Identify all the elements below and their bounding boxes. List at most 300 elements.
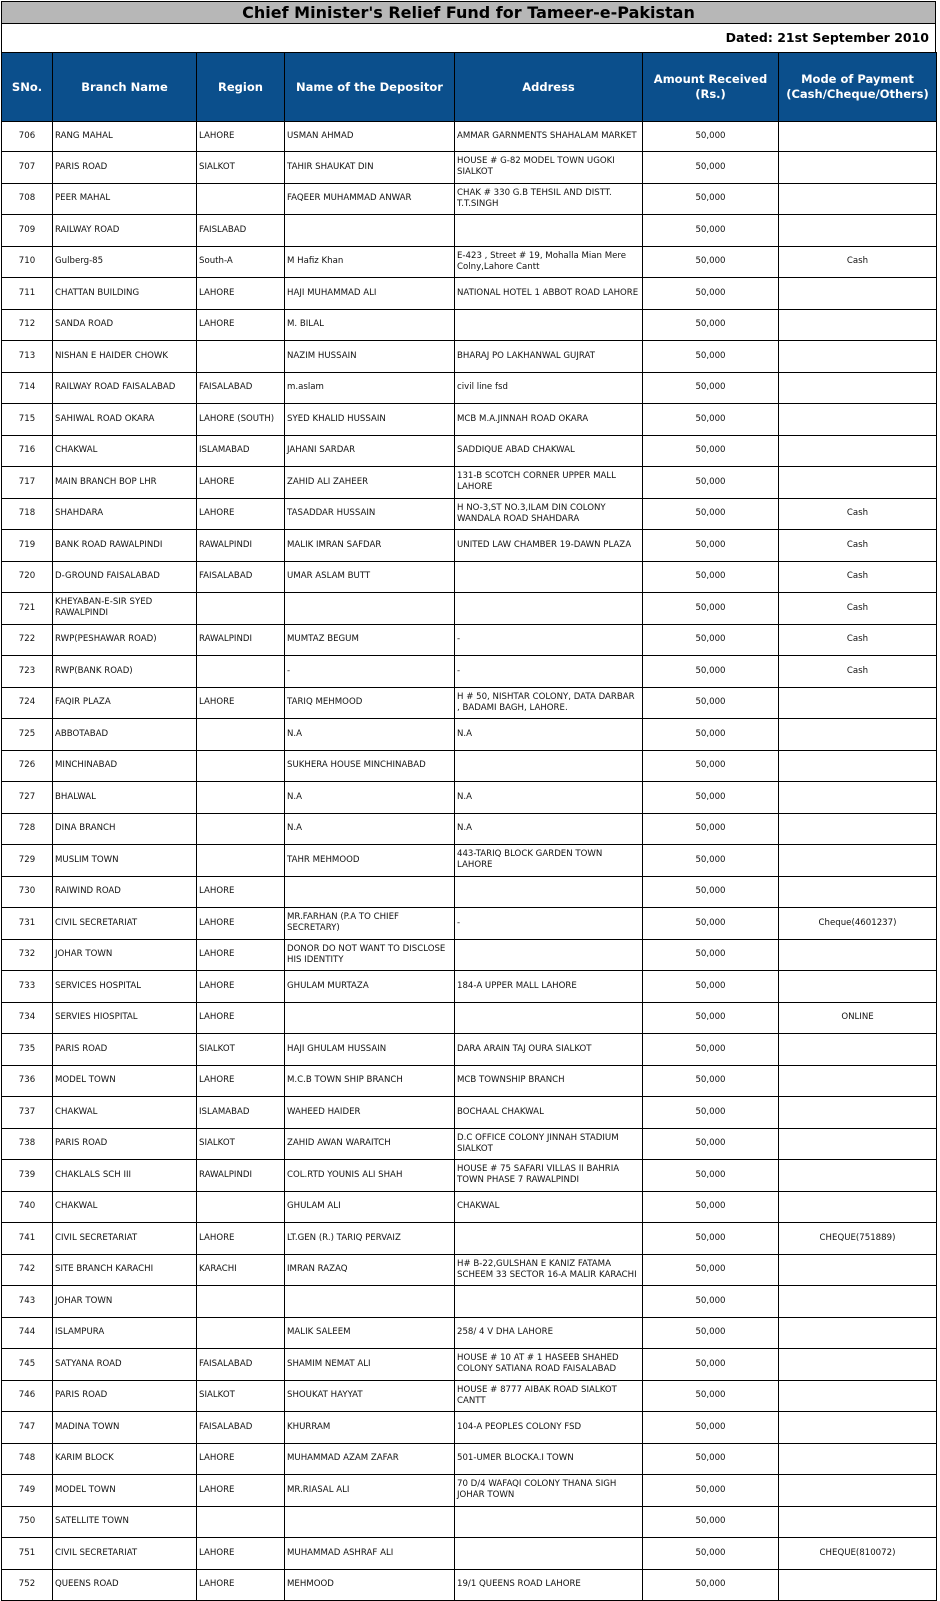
cell-address: DARA ARAIN TAJ OURA SIALKOT	[455, 1034, 643, 1066]
cell-region: LAHORE	[197, 1569, 285, 1601]
cell-depositor: HAJI GHULAM HUSSAIN	[285, 1034, 455, 1066]
col-header-region: Region	[197, 53, 285, 122]
cell-amount: 50,000	[643, 1223, 779, 1255]
cell-branch: PARIS ROAD	[53, 1034, 197, 1066]
cell-mode	[779, 939, 937, 971]
cell-mode	[779, 1097, 937, 1129]
cell-address: civil line fsd	[455, 372, 643, 404]
cell-sno: 707	[2, 152, 53, 184]
cell-branch: MUSLIM TOWN	[53, 845, 197, 877]
cell-region	[197, 1506, 285, 1538]
cell-mode	[779, 782, 937, 814]
cell-region: LAHORE	[197, 876, 285, 908]
cell-mode	[779, 183, 937, 215]
cell-depositor	[285, 593, 455, 625]
cell-mode	[779, 467, 937, 499]
cell-depositor	[285, 1286, 455, 1318]
cell-amount: 50,000	[643, 624, 779, 656]
cell-branch: BANK ROAD RAWALPINDI	[53, 530, 197, 562]
cell-depositor: N.A	[285, 813, 455, 845]
cell-address: 501-UMER BLOCKA.I TOWN	[455, 1443, 643, 1475]
table-row	[2, 1191, 937, 1223]
cell-branch: ABBOTABAD	[53, 719, 197, 751]
cell-amount: 50,000	[643, 1475, 779, 1507]
cell-address: 258/ 4 V DHA LAHORE	[455, 1317, 643, 1349]
document-title: Chief Minister's Relief Fund for Tameer-e-Pakistan	[1, 1, 936, 24]
cell-depositor: MALIK IMRAN SAFDAR	[285, 530, 455, 562]
cell-branch: SERVICES HOSPITAL	[53, 971, 197, 1003]
cell-mode	[779, 435, 937, 467]
cell-region: FAISLABAD	[197, 215, 285, 247]
cell-region: LAHORE	[197, 1223, 285, 1255]
cell-branch: MAIN BRANCH BOP LHR	[53, 467, 197, 499]
cell-sno: 749	[2, 1475, 53, 1507]
table-row	[2, 372, 937, 404]
cell-depositor: M. BILAL	[285, 309, 455, 341]
cell-region: LAHORE	[197, 1538, 285, 1570]
cell-sno: 746	[2, 1380, 53, 1412]
cell-region	[197, 1191, 285, 1223]
cell-sno: 725	[2, 719, 53, 751]
table-row	[2, 498, 937, 530]
cell-amount: 50,000	[643, 1412, 779, 1444]
cell-depositor: N.A	[285, 782, 455, 814]
table-row	[2, 1034, 937, 1066]
cell-address	[455, 1286, 643, 1318]
col-header-mode: Mode of Payment (Cash/Cheque/Others)	[779, 53, 937, 122]
cell-address: HOUSE # 8777 AIBAK ROAD SIALKOT CANTT	[455, 1380, 643, 1412]
cell-sno: 728	[2, 813, 53, 845]
cell-amount: 50,000	[643, 750, 779, 782]
cell-address	[455, 939, 643, 971]
cell-depositor: GHULAM ALI	[285, 1191, 455, 1223]
cell-depositor: M.C.B TOWN SHIP BRANCH	[285, 1065, 455, 1097]
cell-sno: 706	[2, 122, 53, 152]
table-row	[2, 1254, 937, 1286]
table-row	[2, 152, 937, 184]
cell-sno: 741	[2, 1223, 53, 1255]
cell-region: FAISALABAD	[197, 561, 285, 593]
cell-amount: 50,000	[643, 1538, 779, 1570]
cell-mode	[779, 750, 937, 782]
cell-region: LAHORE	[197, 122, 285, 152]
cell-depositor: N.A	[285, 719, 455, 751]
cell-sno: 734	[2, 1002, 53, 1034]
cell-branch: D-GROUND FAISALABAD	[53, 561, 197, 593]
cell-branch: SATYANA ROAD	[53, 1349, 197, 1381]
cell-mode	[779, 1380, 937, 1412]
cell-amount: 50,000	[643, 1380, 779, 1412]
cell-address: H # 50, NISHTAR COLONY, DATA DARBAR , BADAMI BAGH, LAHORE.	[455, 687, 643, 719]
cell-amount: 50,000	[643, 341, 779, 373]
cell-amount: 50,000	[643, 1317, 779, 1349]
cell-branch: MADINA TOWN	[53, 1412, 197, 1444]
cell-branch: SERVIES HIOSPITAL	[53, 1002, 197, 1034]
cell-branch: MINCHINABAD	[53, 750, 197, 782]
cell-region: LAHORE	[197, 1065, 285, 1097]
cell-sno: 718	[2, 498, 53, 530]
cell-amount: 50,000	[643, 1569, 779, 1601]
table-row	[2, 1223, 937, 1255]
table-row	[2, 1317, 937, 1349]
cell-sno: 738	[2, 1128, 53, 1160]
cell-sno: 740	[2, 1191, 53, 1223]
cell-amount: 50,000	[643, 1286, 779, 1318]
cell-address: -	[455, 908, 643, 940]
cell-sno: 724	[2, 687, 53, 719]
cell-depositor: KHURRAM	[285, 1412, 455, 1444]
cell-address	[455, 309, 643, 341]
cell-region	[197, 1317, 285, 1349]
cell-address: 70 D/4 WAFAQI COLONY THANA SIGH JOHAR TOWN	[455, 1475, 643, 1507]
cell-amount: 50,000	[643, 656, 779, 688]
cell-branch: SHAHDARA	[53, 498, 197, 530]
cell-branch: RANG MAHAL	[53, 122, 197, 152]
cell-address: HOUSE # 10 AT # 1 HASEEB SHAHED COLONY SATIANA ROAD FAISALABAD	[455, 1349, 643, 1381]
cell-address	[455, 750, 643, 782]
table-row	[2, 122, 937, 152]
cell-branch: PARIS ROAD	[53, 1128, 197, 1160]
cell-sno: 731	[2, 908, 53, 940]
cell-branch: CIVIL SECRETARIAT	[53, 908, 197, 940]
cell-address	[455, 876, 643, 908]
table-row	[2, 656, 937, 688]
cell-branch: MODEL TOWN	[53, 1475, 197, 1507]
cell-amount: 50,000	[643, 939, 779, 971]
cell-mode	[779, 1569, 937, 1601]
cell-sno: 750	[2, 1506, 53, 1538]
cell-branch: SANDA ROAD	[53, 309, 197, 341]
cell-mode	[779, 309, 937, 341]
cell-depositor: MUHAMMAD AZAM ZAFAR	[285, 1443, 455, 1475]
cell-amount: 50,000	[643, 152, 779, 184]
cell-address	[455, 1223, 643, 1255]
cell-region	[197, 845, 285, 877]
table-row	[2, 1286, 937, 1318]
cell-region: FAISALABAD	[197, 1412, 285, 1444]
table-body	[2, 122, 937, 1601]
cell-depositor: SHOUKAT HAYYAT	[285, 1380, 455, 1412]
cell-mode	[779, 845, 937, 877]
cell-mode	[779, 404, 937, 436]
cell-amount: 50,000	[643, 372, 779, 404]
cell-region	[197, 593, 285, 625]
cell-branch: RAIWIND ROAD	[53, 876, 197, 908]
cell-amount: 50,000	[643, 1443, 779, 1475]
table-row	[2, 719, 937, 751]
cell-sno: 729	[2, 845, 53, 877]
cell-branch: CHAKWAL	[53, 1097, 197, 1129]
cell-address: -	[455, 656, 643, 688]
cell-region: SIALKOT	[197, 1034, 285, 1066]
table-row	[2, 309, 937, 341]
cell-mode	[779, 1191, 937, 1223]
cell-sno: 721	[2, 593, 53, 625]
cell-mode	[779, 1034, 937, 1066]
cell-sno: 736	[2, 1065, 53, 1097]
cell-sno: 709	[2, 215, 53, 247]
cell-sno: 747	[2, 1412, 53, 1444]
cell-region: LAHORE (SOUTH)	[197, 404, 285, 436]
cell-address: NATIONAL HOTEL 1 ABBOT ROAD LAHORE	[455, 278, 643, 310]
cell-amount: 50,000	[643, 908, 779, 940]
cell-sno: 723	[2, 656, 53, 688]
cell-amount: 50,000	[643, 876, 779, 908]
cell-depositor: ZAHID ALI ZAHEER	[285, 467, 455, 499]
col-header-amount: Amount Received (Rs.)	[643, 53, 779, 122]
cell-branch: DINA BRANCH	[53, 813, 197, 845]
table-row	[2, 971, 937, 1003]
cell-mode	[779, 372, 937, 404]
cell-region: ISLAMABAD	[197, 435, 285, 467]
cell-depositor: TARIQ MEHMOOD	[285, 687, 455, 719]
col-header-address: Address	[455, 53, 643, 122]
table-row	[2, 1412, 937, 1444]
cell-region	[197, 341, 285, 373]
cell-depositor: MEHMOOD	[285, 1569, 455, 1601]
cell-mode	[779, 1506, 937, 1538]
cell-address: MCB M.A.JINNAH ROAD OKARA	[455, 404, 643, 436]
cell-region: LAHORE	[197, 1443, 285, 1475]
cell-mode	[779, 1254, 937, 1286]
cell-region	[197, 656, 285, 688]
cell-address: BHARAJ PO LAKHANWAL GUJRAT	[455, 341, 643, 373]
table-row	[2, 1160, 937, 1192]
cell-sno: 710	[2, 246, 53, 278]
table-row	[2, 278, 937, 310]
cell-region: FAISALABAD	[197, 1349, 285, 1381]
cell-mode	[779, 1443, 937, 1475]
cell-amount: 50,000	[643, 813, 779, 845]
cell-address: 131-B SCOTCH CORNER UPPER MALL LAHORE	[455, 467, 643, 499]
cell-branch: PEER MAHAL	[53, 183, 197, 215]
cell-mode	[779, 1286, 937, 1318]
cell-region: LAHORE	[197, 467, 285, 499]
cell-amount: 50,000	[643, 246, 779, 278]
table-row	[2, 341, 937, 373]
cell-amount: 50,000	[643, 1160, 779, 1192]
cell-amount: 50,000	[643, 278, 779, 310]
cell-depositor: JAHANI SARDAR	[285, 435, 455, 467]
table-row	[2, 624, 937, 656]
cell-depositor: USMAN AHMAD	[285, 122, 455, 152]
cell-sno: 733	[2, 971, 53, 1003]
cell-region: LAHORE	[197, 309, 285, 341]
cell-branch: Gulberg-85	[53, 246, 197, 278]
cell-sno: 726	[2, 750, 53, 782]
cell-sno: 720	[2, 561, 53, 593]
cell-mode	[779, 876, 937, 908]
cell-sno: 752	[2, 1569, 53, 1601]
table-row	[2, 1443, 937, 1475]
cell-mode	[779, 215, 937, 247]
cell-branch: PARIS ROAD	[53, 1380, 197, 1412]
cell-region	[197, 813, 285, 845]
cell-mode	[779, 1160, 937, 1192]
col-header-branch: Branch Name	[53, 53, 197, 122]
cell-address: HOUSE # G-82 MODEL TOWN UGOKI SIALKOT	[455, 152, 643, 184]
cell-region: SIALKOT	[197, 152, 285, 184]
cell-address: 443-TARIQ BLOCK GARDEN TOWN LAHORE	[455, 845, 643, 877]
cell-sno: 744	[2, 1317, 53, 1349]
table-row	[2, 435, 937, 467]
cell-amount: 50,000	[643, 1065, 779, 1097]
cell-mode	[779, 1317, 937, 1349]
cell-depositor: IMRAN RAZAQ	[285, 1254, 455, 1286]
cell-address: -	[455, 624, 643, 656]
cell-branch: JOHAR TOWN	[53, 939, 197, 971]
cell-address	[455, 561, 643, 593]
table-row	[2, 1475, 937, 1507]
cell-depositor: DONOR DO NOT WANT TO DISCLOSE HIS IDENTITY	[285, 939, 455, 971]
cell-address	[455, 215, 643, 247]
cell-mode: Cash	[779, 246, 937, 278]
cell-mode: CHEQUE(751889)	[779, 1223, 937, 1255]
cell-depositor: LT.GEN (R.) TARIQ PERVAIZ	[285, 1223, 455, 1255]
cell-sno: 711	[2, 278, 53, 310]
cell-mode: ONLINE	[779, 1002, 937, 1034]
cell-address: SADDIQUE ABAD CHAKWAL	[455, 435, 643, 467]
cell-depositor: FAQEER MUHAMMAD ANWAR	[285, 183, 455, 215]
cell-branch: FAQIR PLAZA	[53, 687, 197, 719]
cell-sno: 712	[2, 309, 53, 341]
cell-amount: 50,000	[643, 719, 779, 751]
cell-amount: 50,000	[643, 561, 779, 593]
table-row	[2, 939, 937, 971]
cell-depositor	[285, 1506, 455, 1538]
cell-region: KARACHI	[197, 1254, 285, 1286]
cell-region: LAHORE	[197, 971, 285, 1003]
cell-address: 104-A PEOPLES COLONY FSD	[455, 1412, 643, 1444]
cell-sno: 716	[2, 435, 53, 467]
cell-region: South-A	[197, 246, 285, 278]
cell-mode	[779, 1349, 937, 1381]
table-row	[2, 908, 937, 940]
cell-depositor: TASADDAR HUSSAIN	[285, 498, 455, 530]
cell-depositor: MR.FARHAN (P.A TO CHIEF SECRETARY)	[285, 908, 455, 940]
cell-branch: CHAKWAL	[53, 435, 197, 467]
cell-region: RAWALPINDI	[197, 624, 285, 656]
cell-amount: 50,000	[643, 1097, 779, 1129]
cell-address: BOCHAAL CHAKWAL	[455, 1097, 643, 1129]
cell-mode	[779, 341, 937, 373]
cell-amount: 50,000	[643, 1506, 779, 1538]
cell-amount: 50,000	[643, 309, 779, 341]
cell-address: H NO-3,ST NO.3,ILAM DIN COLONY WANDALA ROAD SHAHDARA	[455, 498, 643, 530]
cell-sno: 715	[2, 404, 53, 436]
cell-branch: CHATTAN BUILDING	[53, 278, 197, 310]
cell-branch: RWP(BANK ROAD)	[53, 656, 197, 688]
cell-mode	[779, 813, 937, 845]
cell-depositor: MALIK SALEEM	[285, 1317, 455, 1349]
cell-region: LAHORE	[197, 908, 285, 940]
cell-region: LAHORE	[197, 498, 285, 530]
table-row	[2, 593, 937, 625]
deposits-table	[1, 52, 937, 1601]
cell-address: 184-A UPPER MALL LAHORE	[455, 971, 643, 1003]
cell-depositor: -	[285, 656, 455, 688]
cell-amount: 50,000	[643, 404, 779, 436]
cell-mode	[779, 122, 937, 152]
cell-amount: 50,000	[643, 467, 779, 499]
cell-branch: RAILWAY ROAD	[53, 215, 197, 247]
col-header-sno: SNo.	[2, 53, 53, 122]
cell-depositor: M Hafiz Khan	[285, 246, 455, 278]
table-row	[2, 1538, 937, 1570]
cell-address: HOUSE # 75 SAFARI VILLAS II BAHRIA TOWN PHASE 7 RAWALPINDI	[455, 1160, 643, 1192]
table-row	[2, 467, 937, 499]
cell-sno: 748	[2, 1443, 53, 1475]
cell-branch: NISHAN E HAIDER CHOWK	[53, 341, 197, 373]
cell-branch: JOHAR TOWN	[53, 1286, 197, 1318]
table-row	[2, 183, 937, 215]
cell-region	[197, 183, 285, 215]
cell-amount: 50,000	[643, 1191, 779, 1223]
cell-address: H# B-22,GULSHAN E KANIZ FATAMA SCHEEM 33 SECTOR 16-A MALIR KARACHI	[455, 1254, 643, 1286]
cell-mode: Cash	[779, 593, 937, 625]
cell-depositor: NAZIM HUSSAIN	[285, 341, 455, 373]
cell-address: N.A	[455, 719, 643, 751]
document-date: Dated: 21st September 2010	[1, 24, 936, 52]
cell-sno: 739	[2, 1160, 53, 1192]
cell-address: 19/1 QUEENS ROAD LAHORE	[455, 1569, 643, 1601]
cell-branch: SATELLITE TOWN	[53, 1506, 197, 1538]
cell-depositor: m.aslam	[285, 372, 455, 404]
table-row	[2, 687, 937, 719]
cell-depositor	[285, 876, 455, 908]
cell-depositor: UMAR ASLAM BUTT	[285, 561, 455, 593]
table-row	[2, 1128, 937, 1160]
cell-amount: 50,000	[643, 215, 779, 247]
table-row	[2, 750, 937, 782]
cell-depositor: MUHAMMAD ASHRAF ALI	[285, 1538, 455, 1570]
cell-mode: Cash	[779, 624, 937, 656]
cell-address: N.A	[455, 782, 643, 814]
cell-region: LAHORE	[197, 278, 285, 310]
cell-sno: 719	[2, 530, 53, 562]
cell-address: CHAK # 330 G.B TEHSIL AND DISTT. T.T.SINGH	[455, 183, 643, 215]
cell-region: LAHORE	[197, 1002, 285, 1034]
cell-branch: MODEL TOWN	[53, 1065, 197, 1097]
cell-sno: 751	[2, 1538, 53, 1570]
cell-mode	[779, 1128, 937, 1160]
cell-amount: 50,000	[643, 1002, 779, 1034]
cell-depositor: HAJI MUHAMMAD ALI	[285, 278, 455, 310]
table-row	[2, 1380, 937, 1412]
cell-address: UNITED LAW CHAMBER 19-DAWN PLAZA	[455, 530, 643, 562]
cell-sno: 727	[2, 782, 53, 814]
cell-region: LAHORE	[197, 939, 285, 971]
cell-amount: 50,000	[643, 1128, 779, 1160]
cell-region: SIALKOT	[197, 1380, 285, 1412]
cell-depositor: MUMTAZ BEGUM	[285, 624, 455, 656]
cell-region	[197, 782, 285, 814]
cell-mode: Cash	[779, 656, 937, 688]
cell-mode	[779, 1412, 937, 1444]
cell-depositor: MR.RIASAL ALI	[285, 1475, 455, 1507]
cell-region	[197, 719, 285, 751]
cell-branch: SITE BRANCH KARACHI	[53, 1254, 197, 1286]
cell-amount: 50,000	[643, 122, 779, 152]
cell-branch: PARIS ROAD	[53, 152, 197, 184]
col-header-depositor: Name of the Depositor	[285, 53, 455, 122]
table-row	[2, 782, 937, 814]
table-row	[2, 1065, 937, 1097]
cell-amount: 50,000	[643, 1034, 779, 1066]
cell-amount: 50,000	[643, 498, 779, 530]
cell-address	[455, 1002, 643, 1034]
cell-mode	[779, 152, 937, 184]
